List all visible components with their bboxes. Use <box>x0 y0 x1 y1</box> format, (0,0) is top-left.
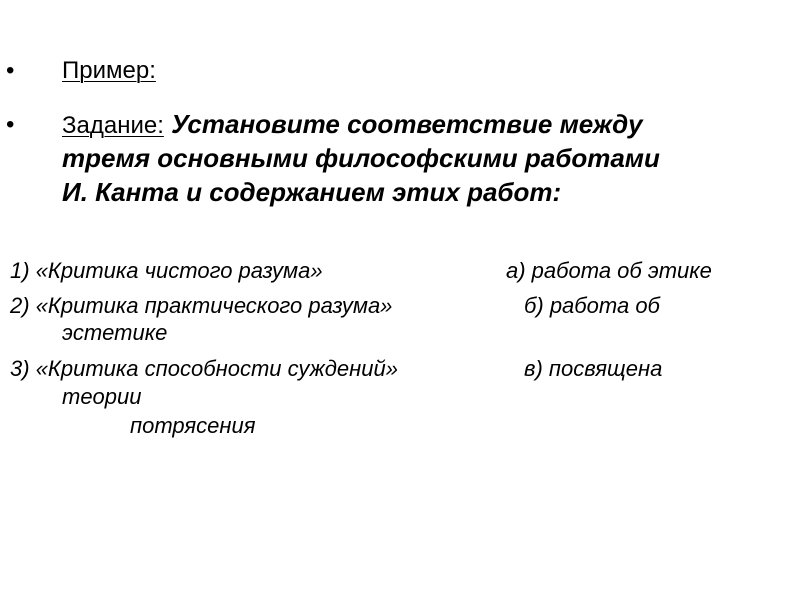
work-title-3: «Критика способности суждений» <box>35 356 398 381</box>
content-item-b-continuation: эстетике <box>62 320 168 345</box>
task-line-2: тремя основными философскими работами <box>62 143 660 173</box>
work-number-1: 1) <box>10 258 36 283</box>
task-line-3: И. Канта и содержанием этих работ: <box>62 177 562 207</box>
work-item-2 <box>10 292 392 320</box>
work-title-2: «Критика практического разума» <box>35 293 393 318</box>
task-label: Задание: <box>62 112 164 139</box>
task-text-1: Установите соответствие между <box>171 109 643 139</box>
example-bullet: • <box>6 57 15 84</box>
task-bullet: • <box>6 111 15 138</box>
work-number-3: 3) <box>10 356 36 381</box>
content-item-b: б) работа об <box>524 293 660 318</box>
content-item-c-continuation: теории <box>62 384 142 409</box>
task-line-1 <box>62 107 792 143</box>
work-item-1 <box>10 257 323 285</box>
work-title-1: «Критика чистого разума» <box>35 258 323 283</box>
content-item-a: а) работа об этике <box>506 258 712 283</box>
content-item-c: в) посвящена <box>524 356 663 381</box>
work-number-2: 2) <box>10 293 36 318</box>
content-item-c-continuation-2: потрясения <box>130 413 256 438</box>
work-item-3 <box>10 355 398 383</box>
example-label: Пример: <box>62 57 156 84</box>
